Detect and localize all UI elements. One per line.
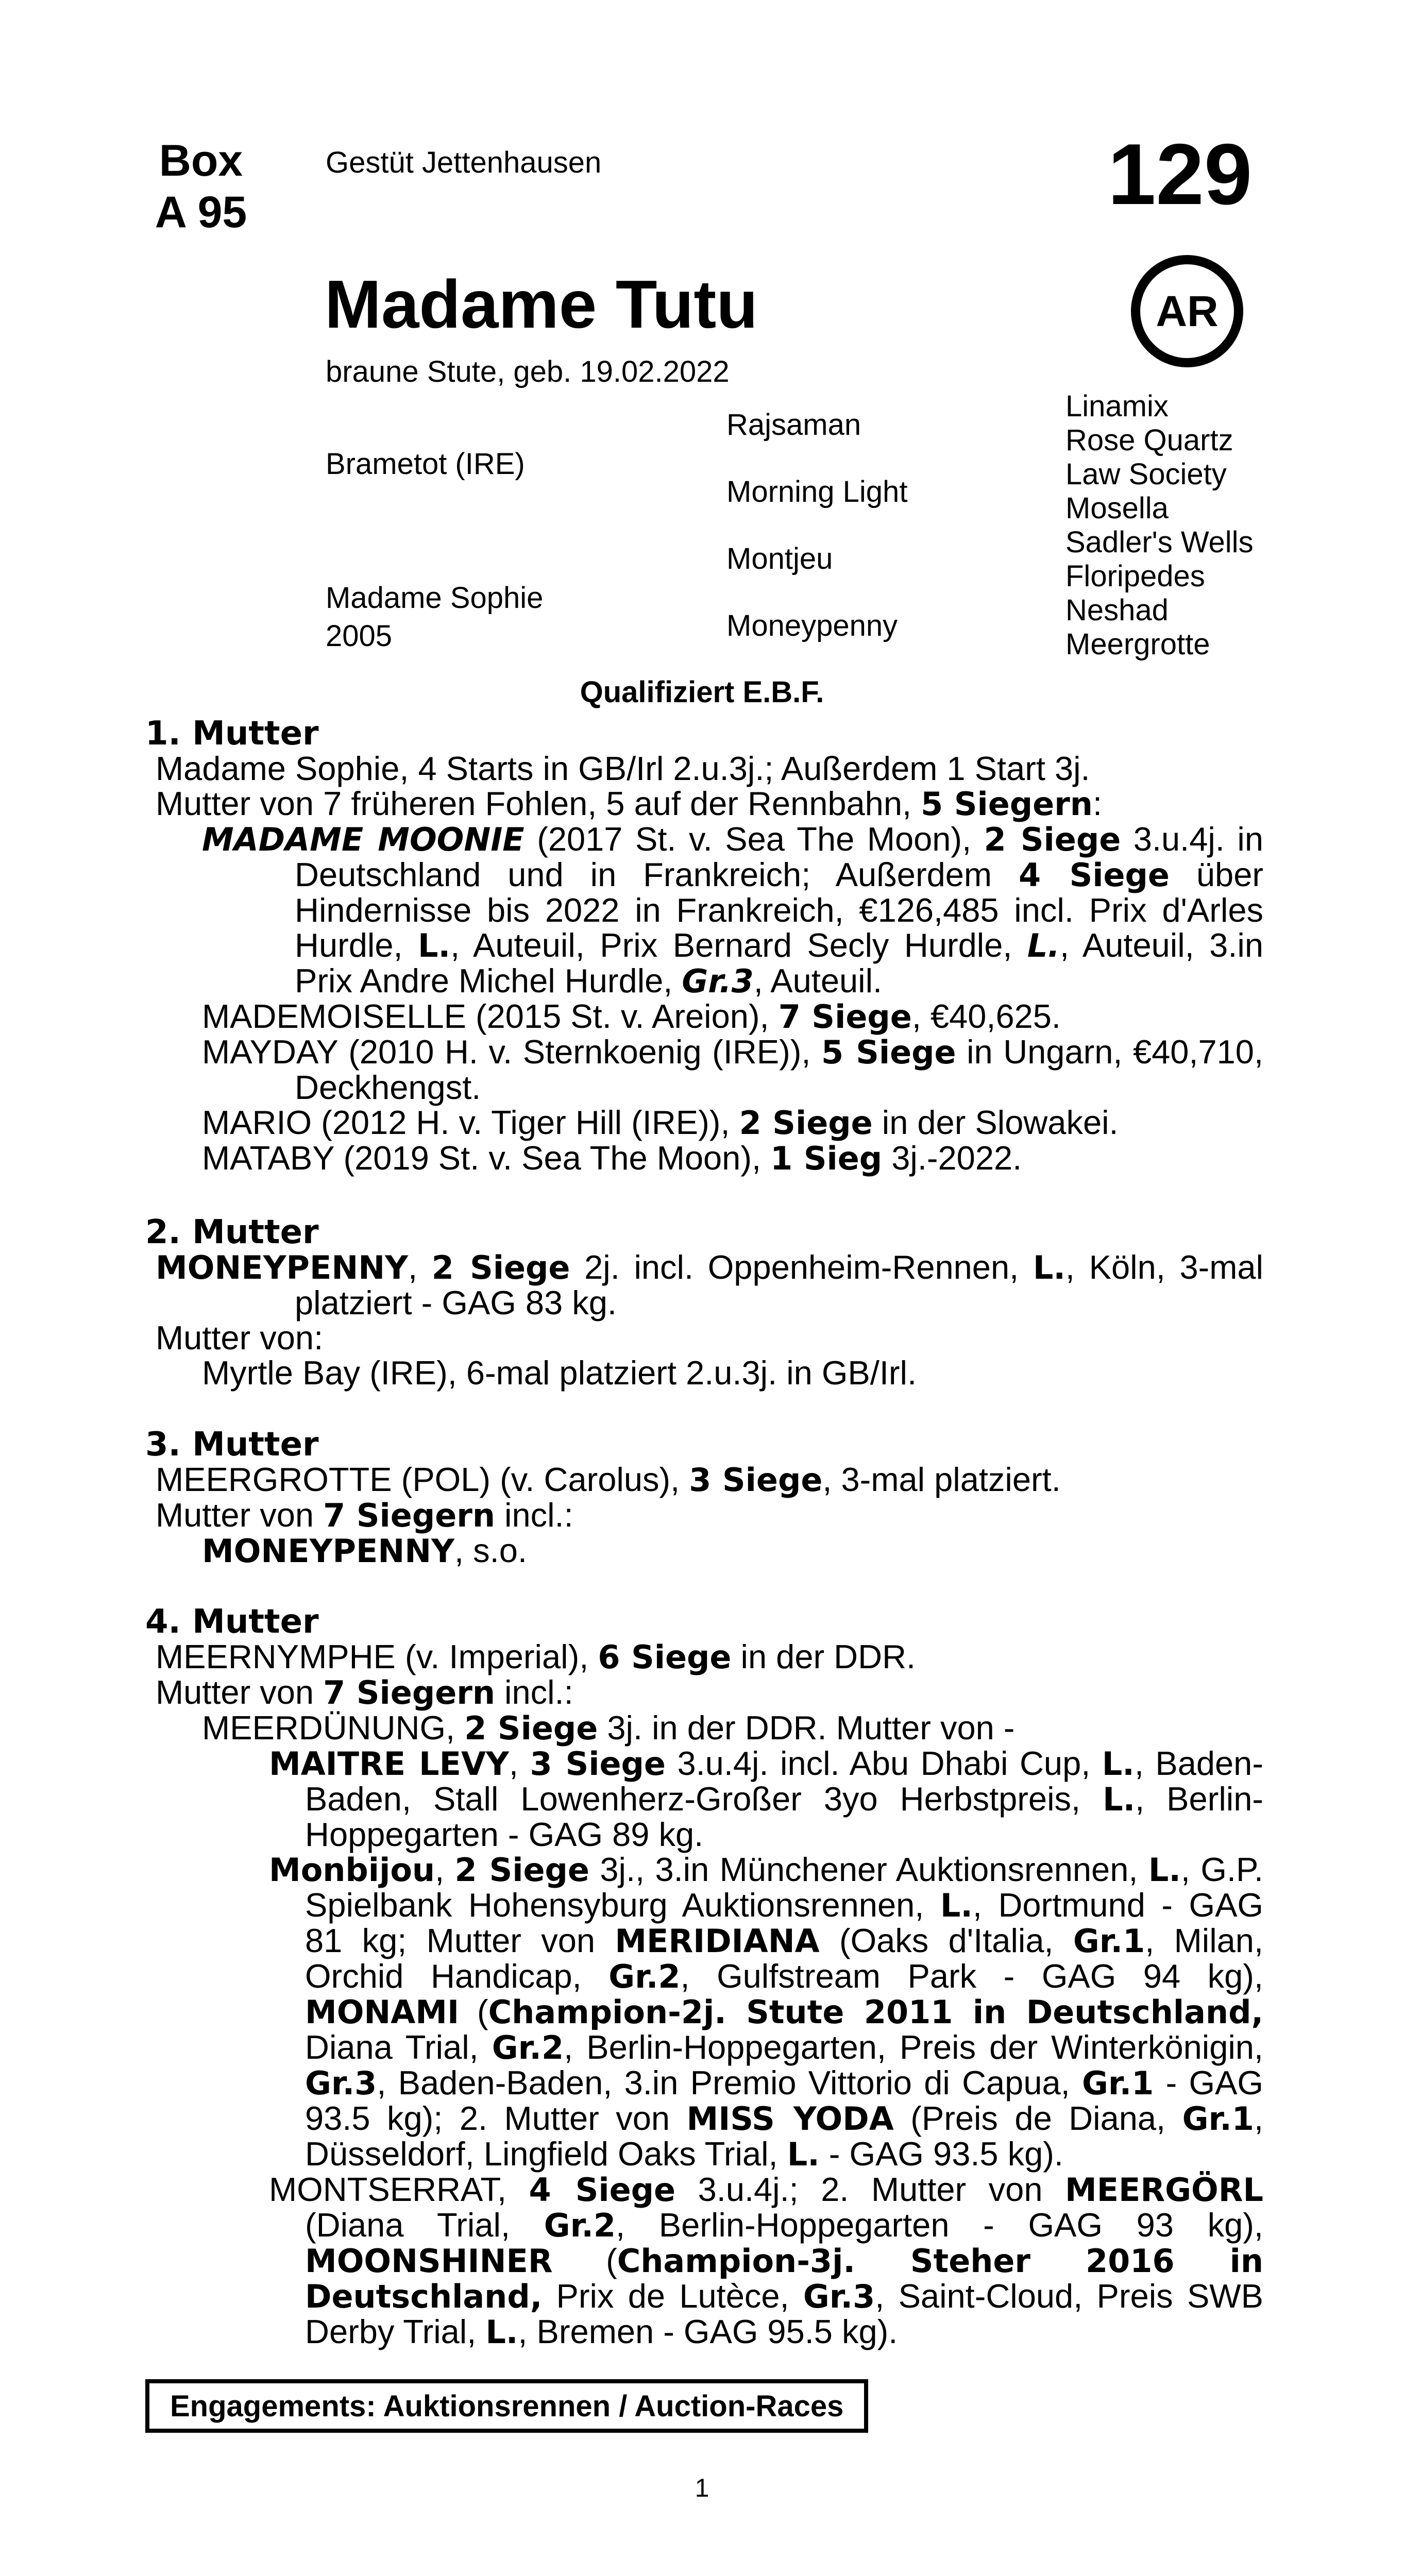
section-heading: 2. Mutter — [145, 1213, 319, 1251]
section-heading: 4. Mutter — [145, 1603, 319, 1641]
ar-badge — [1131, 255, 1243, 367]
box-number: A 95 — [155, 188, 247, 237]
fourth-dam-record: MEERNYMPHE (v. Imperial), 6 Siege in der DDR. — [156, 1638, 916, 1676]
pedigree-grandparent: Rajsaman — [726, 408, 861, 442]
lot-number: 129 — [1108, 126, 1253, 223]
pedigree-dam-year: 2005 — [326, 619, 393, 653]
pedigree-great-grandparent: Linamix — [1065, 389, 1169, 423]
offspring-mademoiselle: MADEMOISELLE (2015 St. v. Areion), 7 Siege, €40,625. — [202, 997, 1061, 1036]
offspring-montserrat: MONTSERRAT, 4 Siege 3.u.4j.; 2. Mutter von MEERGÖRL (Diana Trial, Gr.2, Berlin-Hoppegarten - GAG 93 kg), MOONSHINER (Champion-3j. Steher 2016 in Deutschland, Prix de Lutèce, Gr.3, Saint-Cloud, Preis SWB Derby Trial, L., Bremen - GAG 95.5 kg). — [269, 2171, 1263, 2351]
pedigree-grandparent: Morning Light — [726, 475, 908, 509]
pedigree-great-grandparent: Floripedes — [1065, 560, 1205, 593]
horse-name: Madame Tutu — [325, 266, 758, 342]
pedigree-great-grandparent: Meergrotte — [1065, 628, 1210, 661]
box-label-block — [144, 135, 258, 238]
stud-name: Gestüt Jettenhausen — [326, 146, 602, 179]
offspring-myrtle-bay: Myrtle Bay (IRE), 6-mal platziert 2.u.3j. in GB/Irl. — [202, 1354, 917, 1392]
pedigree-great-grandparent: Neshad — [1065, 594, 1169, 627]
pedigree-sire: Brametot (IRE) — [326, 447, 525, 481]
section-heading: 3. Mutter — [145, 1426, 319, 1464]
pedigree-great-grandparent: Law Society — [1065, 457, 1227, 491]
page-number: 1 — [695, 2473, 709, 2502]
pedigree-great-grandparent: Mosella — [1065, 492, 1169, 525]
second-dam-record: MONEYPENNY, 2 Siege 2j. incl. Oppenheim-Rennen, L., Köln, 3-mal platziert - GAG 83 kg. — [156, 1248, 1263, 1321]
qualification: Qualifiziert E.B.F. — [580, 675, 824, 709]
offspring-madame-moonie: MADAME MOONIE (2017 St. v. Sea The Moon), 2 Siege 3.u.4j. in Deutschland und in Frankreich; Außerdem 4 Siege über Hindernisse bis 2022 in Frankreich, €126,485 incl. Prix d'Arles Hurdle, L., Auteuil, Prix Bernard Secly Hurdle, L., Auteuil, 3.in Prix Andre Michel Hurdle, Gr.3, Auteuil. — [202, 820, 1263, 1000]
offspring-maitre-levy: MAITRE LEVY, 3 Siege 3.u.4j. incl. Abu Dhabi Cup, L., Baden-Baden, Stall Lowenherz-Großer 3yo Herbstpreis, L., Berlin-Hoppegarten - GAG 89 kg. — [269, 1744, 1263, 1853]
first-dam-offspring-summary: Mutter von 7 früheren Fohlen, 5 auf der Rennbahn, 5 Siegern: — [156, 785, 1102, 823]
third-dam-record: MEERGROTTE (POL) (v. Carolus), 3 Siege, 3-mal platziert. — [156, 1461, 1061, 1499]
pedigree-great-grandparent: Rose Quartz — [1065, 423, 1233, 457]
offspring-mayday: MAYDAY (2010 H. v. Sternkoenig (IRE)), 5 Siege in Ungarn, €40,710, Deckhengst. — [202, 1033, 1263, 1106]
second-dam-mother-of: Mutter von: — [156, 1319, 324, 1357]
fourth-dam-mother-of: Mutter von 7 Siegern incl.: — [156, 1673, 573, 1711]
second-dam-section — [145, 1215, 1263, 1391]
third-dam-section — [145, 1427, 1263, 1569]
engagements-box — [145, 2379, 868, 2433]
pedigree-great-grandparent: Sadler's Wells — [1065, 526, 1254, 559]
pedigree-dam: Madame Sophie — [326, 581, 544, 615]
offspring-meerdunung: MEERDÜNUNG, 2 Siege 3j. in der DDR. Mutter von - — [202, 1709, 1015, 1747]
offspring-mataby: MATABY (2019 St. v. Sea The Moon), 1 Sieg 3j.-2022. — [202, 1139, 1022, 1177]
pedigree-grandparent: Moneypenny — [726, 609, 898, 642]
horse-description: braune Stute, geb. 19.02.2022 — [326, 355, 730, 388]
pedigree-great-grandparents — [1065, 389, 1254, 662]
ar-badge-text: AR — [1156, 286, 1219, 335]
offspring-moneypenny: MONEYPENNY, s.o. — [202, 1532, 527, 1570]
section-heading: 1. Mutter — [145, 715, 319, 753]
pedigree-grandparent: Montjeu — [726, 542, 833, 575]
offspring-mario: MARIO (2012 H. v. Tiger Hill (IRE)), 2 Siege in der Slowakei. — [202, 1104, 1119, 1142]
box-label: Box — [159, 136, 243, 185]
first-dam-section — [145, 716, 1263, 1176]
third-dam-mother-of: Mutter von 7 Siegern incl.: — [156, 1496, 573, 1534]
first-dam-intro: Madame Sophie, 4 Starts in GB/Irl 2.u.3j.; Außerdem 1 Start 3j. — [156, 750, 1090, 787]
fourth-dam-section — [145, 1604, 1263, 2350]
engagements-text: Engagements: Auktionsrennen / Auction-Races — [170, 2389, 844, 2423]
offspring-monbijou: Monbijou, 2 Siege 3j., 3.in Münchener Auktionsrennen, L., G.P. Spielbank Hohensyburg Auktionsrennen, L., Dortmund - GAG 81 kg; Mutter von MERIDIANA (Oaks d'Italia, Gr.1, Milan, Orchid Handicap, Gr.2, Gulfstream Park - GAG 94 kg), MONAMI (Champion-2j. Stute 2011 in Deutschland, Diana Trial, Gr.2, Berlin-Hoppegarten, Preis der Winterkönigin, Gr.3, Baden-Baden, 3.in Premio Vittorio di Capua, Gr.1 - GAG 93.5 kg); 2. Mutter von MISS YODA (Preis de Diana, Gr.1, Düsseldorf, Lingfield Oaks Trial, L. - GAG 93.5 kg). — [269, 1851, 1263, 2173]
